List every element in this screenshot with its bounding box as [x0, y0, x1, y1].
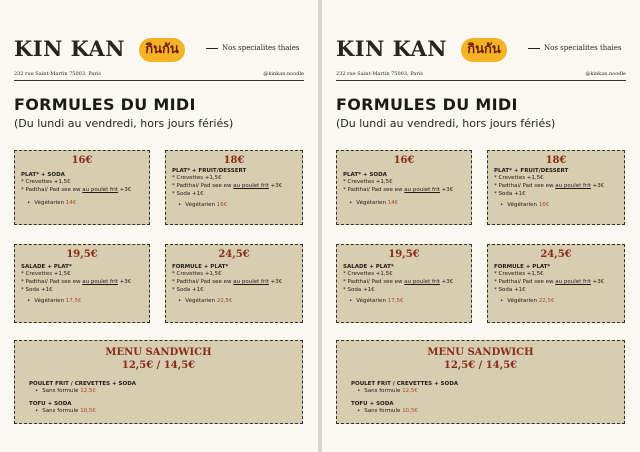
- formula-line-text: +3€: [439, 187, 454, 193]
- vegetarian-price: 22,5€: [216, 298, 233, 304]
- bullet-icon: •: [27, 200, 31, 206]
- bullet-icon: •: [178, 202, 182, 208]
- formula-title: PLAT* + FRUIT/DESSERT: [172, 168, 247, 174]
- thai-logo-badge: กินกัน: [139, 38, 185, 62]
- formula-line: * Soda +1€: [494, 191, 526, 197]
- sandwich-option-label: Sans formule: [42, 408, 79, 414]
- bullet-icon: •: [35, 408, 39, 414]
- formula-line: [172, 278, 296, 286]
- vegetarian-price: 22,5€: [538, 298, 555, 304]
- formula-line: * Crevettes +1,5€: [343, 271, 393, 277]
- formula-line: * Soda +1€: [21, 287, 53, 293]
- dash-rule: [206, 48, 218, 49]
- sandwich-card: [14, 340, 303, 424]
- formula-line-underlined: au poulet frit: [404, 279, 440, 285]
- header-divider: [14, 80, 304, 81]
- formula-line-underlined: au poulet frit: [233, 183, 269, 189]
- formula-line: [494, 182, 618, 190]
- formula-line: * Crevettes +1,5€: [21, 271, 71, 277]
- menu-page-right: [322, 0, 640, 452]
- vegetarian-price: 17,5€: [387, 298, 404, 304]
- formula-line: [21, 278, 143, 286]
- formula-line-underlined: au poulet frit: [555, 183, 591, 189]
- sandwich-option-label: Sans formule: [42, 388, 79, 394]
- formula-line-text: +3€: [268, 279, 283, 285]
- formula-line: * Soda +1€: [343, 287, 375, 293]
- sandwich-item-title: POULET FRIT / CREVETTES + SODA: [29, 381, 137, 387]
- formula-card: [14, 244, 150, 323]
- sandwich-item-title: TOFU + SODA: [29, 401, 72, 407]
- formula-line: [172, 182, 296, 190]
- formula-line: * Crevettes +1,5€: [21, 179, 71, 185]
- sandwich-item: [351, 401, 610, 414]
- vegetarian-label: Végétarien: [356, 200, 387, 206]
- vegetarian-price: 14€: [65, 200, 77, 206]
- vegetarian-option: [500, 298, 618, 304]
- formula-price: 19,5€: [388, 249, 420, 260]
- formula-card: [14, 150, 150, 225]
- sandwich-price: 12,5€ / 14,5€: [121, 360, 196, 371]
- vegetarian-price: 17,5€: [65, 298, 82, 304]
- page-title: FORMULES DU MIDI: [14, 95, 196, 114]
- sandwich-title: MENU SANDWICH: [105, 347, 212, 358]
- formula-line-text: +3€: [117, 187, 132, 193]
- formula-line-text: * Padthai/ Pad see ew: [172, 183, 234, 189]
- sandwich-option: [35, 388, 288, 394]
- dash-rule: [528, 48, 540, 49]
- instagram-handle: @kinkan.noodle: [263, 71, 304, 77]
- formula-title: FORMULE + PLAT*: [172, 264, 229, 270]
- formula-card: [165, 150, 303, 225]
- vegetarian-price: 16€: [538, 202, 550, 208]
- formula-price: 24,5€: [218, 249, 250, 260]
- brand-name: KIN KAN: [14, 36, 125, 61]
- formula-line-text: * Padthai/ Pad see ew: [172, 279, 234, 285]
- vegetarian-label: Végétarien: [507, 298, 538, 304]
- header-divider: [336, 80, 626, 81]
- vegetarian-price: 16€: [216, 202, 228, 208]
- formula-card: [165, 244, 303, 323]
- sandwich-card: [336, 340, 625, 424]
- formula-title: PLAT* + SODA: [343, 172, 387, 178]
- sandwich-item-title: TOFU + SODA: [351, 401, 394, 407]
- formula-price: 18€: [223, 155, 245, 166]
- sandwich-item: [29, 381, 288, 394]
- formula-line: * Crevettes +1,5€: [494, 271, 544, 277]
- vegetarian-option: [178, 298, 296, 304]
- formula-price: 16€: [393, 155, 415, 166]
- bullet-icon: •: [349, 298, 353, 304]
- formula-price: 18€: [545, 155, 567, 166]
- formula-line: * Crevettes +1,5€: [172, 175, 222, 181]
- sandwich-item-title: POULET FRIT / CREVETTES + SODA: [351, 381, 459, 387]
- formula-line-text: * Padthai/ Pad see ew: [343, 279, 405, 285]
- tagline-text: Nos specialites thaies: [222, 44, 300, 52]
- formula-line-underlined: au poulet frit: [82, 279, 118, 285]
- formula-line-text: * Padthai/ Pad see ew: [494, 279, 556, 285]
- vegetarian-option: [349, 200, 465, 206]
- formula-line-text: * Padthai/ Pad see ew: [343, 187, 405, 193]
- vegetarian-label: Végétarien: [34, 298, 65, 304]
- bullet-icon: •: [500, 298, 504, 304]
- vegetarian-option: [178, 202, 296, 208]
- bullet-icon: •: [27, 298, 31, 304]
- tagline: [528, 44, 621, 52]
- formula-line-underlined: au poulet frit: [82, 187, 118, 193]
- vegetarian-option: [500, 202, 618, 208]
- vegetarian-label: Végétarien: [356, 298, 387, 304]
- vegetarian-price: 14€: [387, 200, 399, 206]
- vegetarian-option: [27, 200, 143, 206]
- formula-line: [21, 186, 143, 194]
- formula-title: SALADE + PLAT*: [21, 264, 72, 270]
- vegetarian-label: Végétarien: [185, 298, 216, 304]
- menu-page-left: [0, 0, 318, 452]
- sandwich-option-label: Sans formule: [364, 408, 401, 414]
- sandwich-item: [351, 381, 610, 394]
- vegetarian-option: [27, 298, 143, 304]
- sandwich-option-label: Sans formule: [364, 388, 401, 394]
- formula-title: FORMULE + PLAT*: [494, 264, 551, 270]
- formula-line-underlined: au poulet frit: [233, 279, 269, 285]
- address: 232 rue Saint-Martin 75003, Paris: [14, 71, 101, 77]
- formula-card: [336, 150, 472, 225]
- formula-line-underlined: au poulet frit: [404, 187, 440, 193]
- formula-price: 24,5€: [540, 249, 572, 260]
- bullet-icon: •: [357, 408, 361, 414]
- sandwich-option-price: 12,5€: [80, 388, 96, 394]
- formula-line-text: +3€: [590, 279, 605, 285]
- brand-name: KIN KAN: [336, 36, 447, 61]
- formula-line-text: * Padthai/ Pad see ew: [21, 187, 83, 193]
- page-subtitle: (Du lundi au vendredi, hors jours fériés): [336, 117, 556, 130]
- formula-card: [336, 244, 472, 323]
- sandwich-option: [357, 388, 610, 394]
- page-subtitle: (Du lundi au vendredi, hors jours fériés): [14, 117, 234, 130]
- formula-title: PLAT* + FRUIT/DESSERT: [494, 168, 569, 174]
- formula-line-underlined: au poulet frit: [555, 279, 591, 285]
- formula-line: * Crevettes +1,5€: [494, 175, 544, 181]
- thai-logo-badge: กินกัน: [461, 38, 507, 62]
- formula-card: [487, 150, 625, 225]
- formula-price: 19,5€: [66, 249, 98, 260]
- formula-line: * Soda +1€: [172, 191, 204, 197]
- tagline: [206, 44, 299, 52]
- formula-line-text: * Padthai/ Pad see ew: [494, 183, 556, 189]
- formula-line: * Crevettes +1,5€: [343, 179, 393, 185]
- bullet-icon: •: [500, 202, 504, 208]
- vegetarian-option: [349, 298, 465, 304]
- bullet-icon: •: [357, 388, 361, 394]
- sandwich-title: MENU SANDWICH: [427, 347, 534, 358]
- sandwich-price: 12,5€ / 14,5€: [443, 360, 518, 371]
- formula-title: SALADE + PLAT*: [343, 264, 394, 270]
- instagram-handle: @kinkan.noodle: [585, 71, 626, 77]
- sandwich-option-price: 10,5€: [80, 408, 96, 414]
- formula-line-text: +3€: [268, 183, 283, 189]
- formula-line: [343, 186, 465, 194]
- formula-line: [494, 278, 618, 286]
- bullet-icon: •: [349, 200, 353, 206]
- bullet-icon: •: [178, 298, 182, 304]
- address: 232 rue Saint-Martin 75003, Paris: [336, 71, 423, 77]
- formula-card: [487, 244, 625, 323]
- formula-title: PLAT* + SODA: [21, 172, 65, 178]
- vegetarian-label: Végétarien: [185, 202, 216, 208]
- formula-line-text: +3€: [117, 279, 132, 285]
- sandwich-option: [357, 408, 610, 414]
- sandwich-option: [35, 408, 288, 414]
- formula-line: [343, 278, 465, 286]
- sandwich-item: [29, 401, 288, 414]
- formula-line-text: +3€: [590, 183, 605, 189]
- sandwich-option-price: 12,5€: [402, 388, 418, 394]
- formula-price: 16€: [71, 155, 93, 166]
- vegetarian-label: Végétarien: [34, 200, 65, 206]
- formula-line: * Crevettes +1,5€: [172, 271, 222, 277]
- formula-line: * Soda +1€: [172, 287, 204, 293]
- formula-line-text: * Padthai/ Pad see ew: [21, 279, 83, 285]
- vegetarian-label: Végétarien: [507, 202, 538, 208]
- bullet-icon: •: [35, 388, 39, 394]
- formula-line: * Soda +1€: [494, 287, 526, 293]
- sandwich-option-price: 10,5€: [402, 408, 418, 414]
- tagline-text: Nos specialites thaies: [544, 44, 622, 52]
- formula-line-text: +3€: [439, 279, 454, 285]
- page-title: FORMULES DU MIDI: [336, 95, 518, 114]
